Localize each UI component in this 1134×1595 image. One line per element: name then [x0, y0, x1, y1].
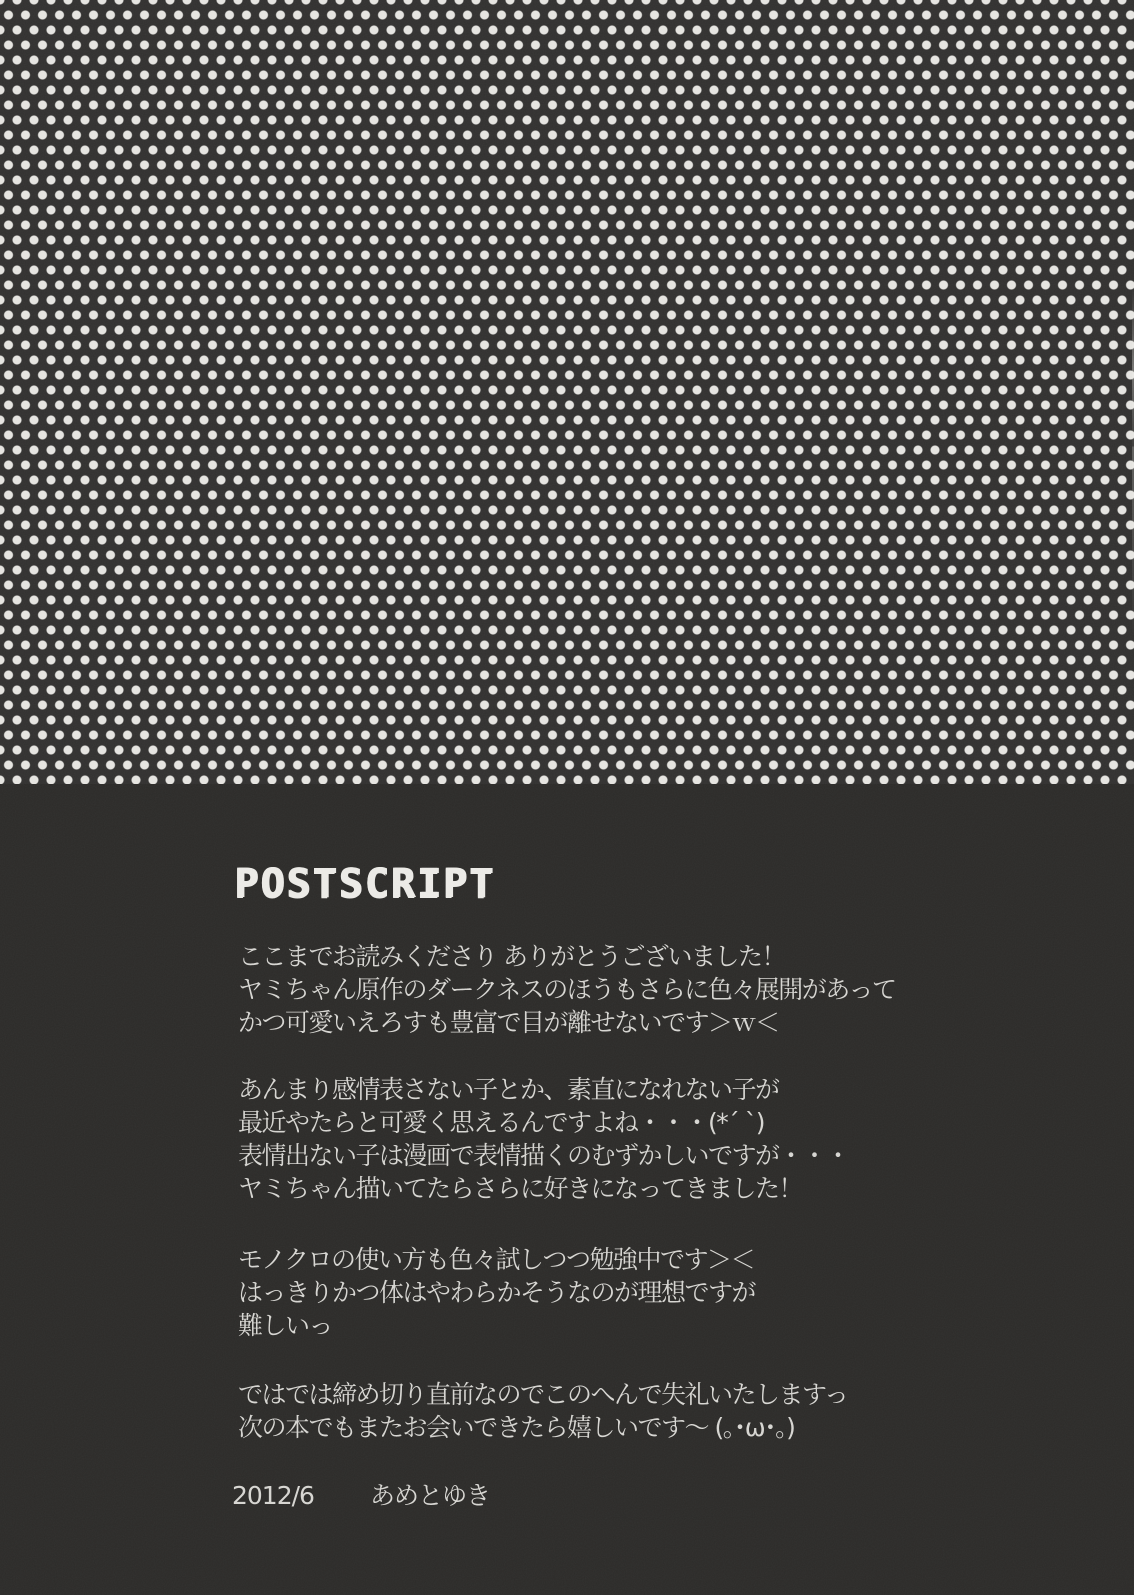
text-line: はっきりかつ体はやわらかそうなのが理想ですが [238, 1278, 756, 1307]
signature [232, 1479, 490, 1512]
paragraph-thanks [238, 940, 1068, 1039]
signature-date: 2012/6 [232, 1481, 314, 1510]
text-line: 難しいっ [238, 1311, 333, 1340]
postscript-title: POSTSCRIPT [234, 861, 495, 907]
text-line: ヤミちゃん原作のダークネスのほうもさらに色々展開があって [238, 975, 896, 1004]
paragraph-monochrome [238, 1243, 1068, 1342]
text-line: ではでは締め切り直前なのでこのへんで失礼いたしますっ [238, 1380, 848, 1409]
text-line: 表情出ない子は漫画で表情描くのむずかしいですが・・・ [238, 1141, 850, 1170]
text-line: かつ可愛いえろすも豊富で目が離せないです＞ｗ＜ [238, 1008, 779, 1037]
text-line: あんまり感情表さない子とか、素直になれない子が [238, 1075, 779, 1104]
text-line: 最近やたらと可愛く思えるんですよね・・・(*´ `) [238, 1108, 764, 1137]
text-line: ヤミちゃん描いてたらさらに好きになってきました！ [238, 1174, 803, 1203]
paragraph-farewell [238, 1378, 1068, 1444]
paragraph-characters [238, 1073, 1068, 1205]
text-line: モノクロの使い方も色々試しつつ勉強中です＞＜ [238, 1245, 755, 1274]
text-line: 次の本でもまたお会いできたら嬉しいです～ (｡･ω･｡) [238, 1413, 795, 1442]
text-line: ここまでお読みくださり ありがとうございました！ [238, 942, 785, 971]
signature-author: あめとゆき [369, 1481, 490, 1510]
polka-dot-pattern [0, 0, 1134, 784]
